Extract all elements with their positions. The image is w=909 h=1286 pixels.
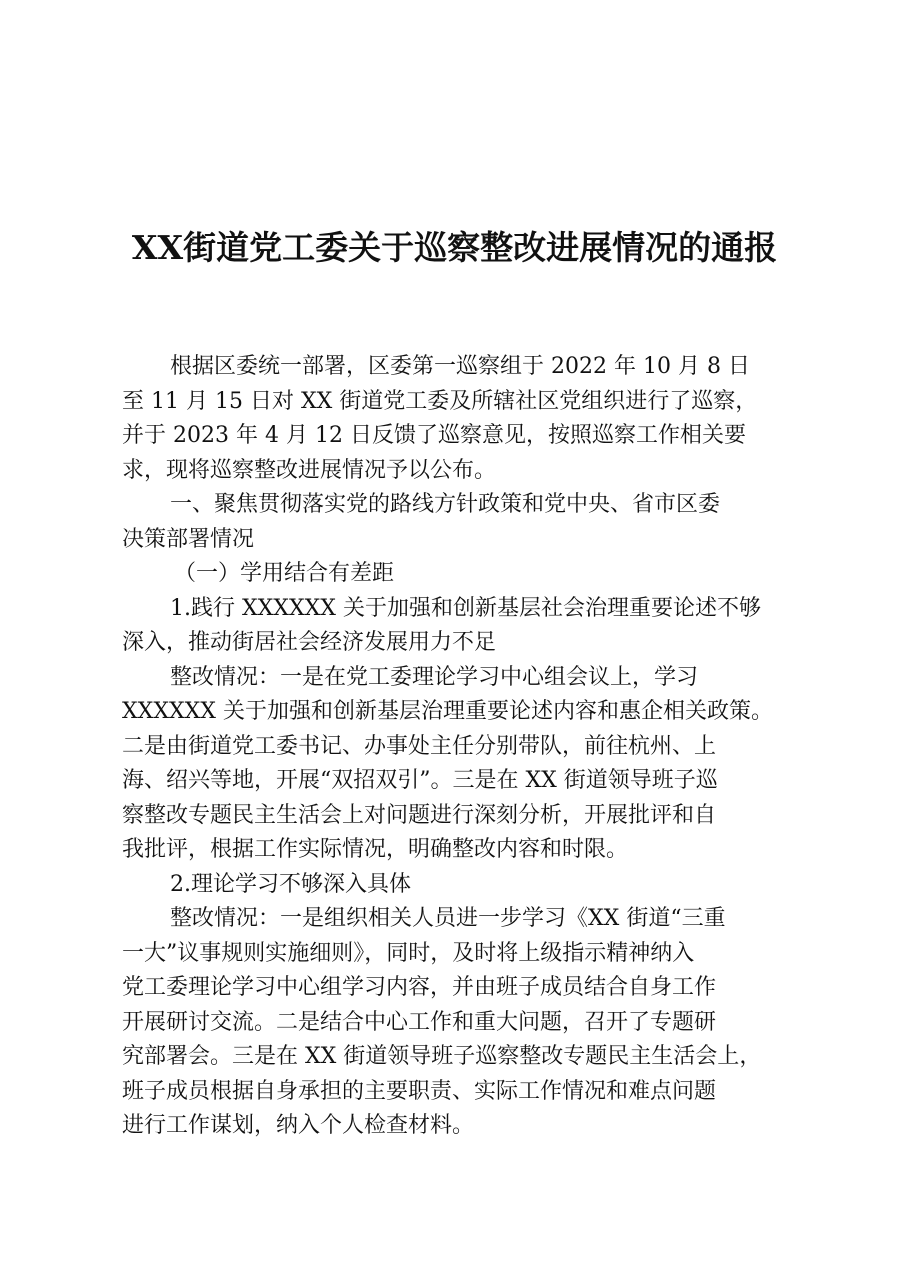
paragraph-line: 究部署会。三是在 XX 街道领导班子巡察整改专题民主生活会上，	[122, 1044, 762, 1069]
paragraph-line: 我批评，根据工作实际情况，明确整改内容和时限。	[122, 837, 629, 862]
document-body	[122, 350, 802, 1144]
paragraph-line: 至 11 月 15 日对 XX 街道党工委及所辖社区党组织进行了巡察，	[122, 388, 758, 414]
paragraph-line: 整改情况：一是在党工委理论学习中心组会议上，学习	[170, 664, 699, 690]
paragraph-line: 开展研讨交流。二是结合中心工作和重大问题，召开了专题研	[122, 1009, 717, 1035]
paragraph-line: XXXXXX 关于加强和创新基层治理重要论述内容和惠企相关政策。	[122, 699, 773, 724]
paragraph-line: 整改情况：一是组织相关人员进一步学习《XX 街道“三重	[170, 906, 726, 931]
paragraph-line: 根据区委统一部署，区委第一巡察组于 2022 年 10 月 8 日	[170, 354, 750, 379]
section-heading-line: 决策部署情况	[122, 526, 255, 552]
paragraph-line: 班子成员根据自身承担的主要职责、实际工作情况和难点问题	[122, 1078, 717, 1104]
paragraph-line: 并于 2023 年 4 月 12 日反馈了巡察意见，按照巡察工作相关要	[122, 423, 746, 448]
paragraph-line: 求，现将巡察整改进展情况予以公布。	[122, 457, 497, 483]
document-title: XX街道党工委关于巡察整改进展情况的通报	[131, 228, 778, 267]
paragraph-line: 进行工作谋划，纳入个人检查材料。	[122, 1113, 475, 1138]
item-heading-line: 1.践行 XXXXXX 关于加强和创新基层社会治理重要论述不够	[170, 595, 761, 621]
paragraph-line: 党工委理论学习中心组学习内容，并由班子成员结合自身工作	[122, 975, 717, 1000]
section-heading-line: 一、聚焦贯彻落实党的路线方针政策和党中央、省市区委	[170, 492, 721, 517]
paragraph-line: 海、绍兴等地，开展“双招双引”。三是在 XX 街道领导班子巡	[122, 768, 718, 793]
paragraph-line: 二是由街道党工委书记、办事处主任分别带队，前往杭州、上	[122, 733, 717, 759]
item-heading-line: 深入，推动街居社会经济发展用力不足	[122, 630, 497, 655]
paragraph-line: 一大”议事规则实施细则》，同时，及时将上级指示精神纳入	[122, 940, 695, 966]
subsection-heading: （一）学用结合有差距	[174, 561, 395, 586]
item-heading-line: 2.理论学习不够深入具体	[170, 871, 411, 897]
paragraph-line: 察整改专题民主生活会上对问题进行深刻分析，开展批评和自	[122, 802, 717, 828]
